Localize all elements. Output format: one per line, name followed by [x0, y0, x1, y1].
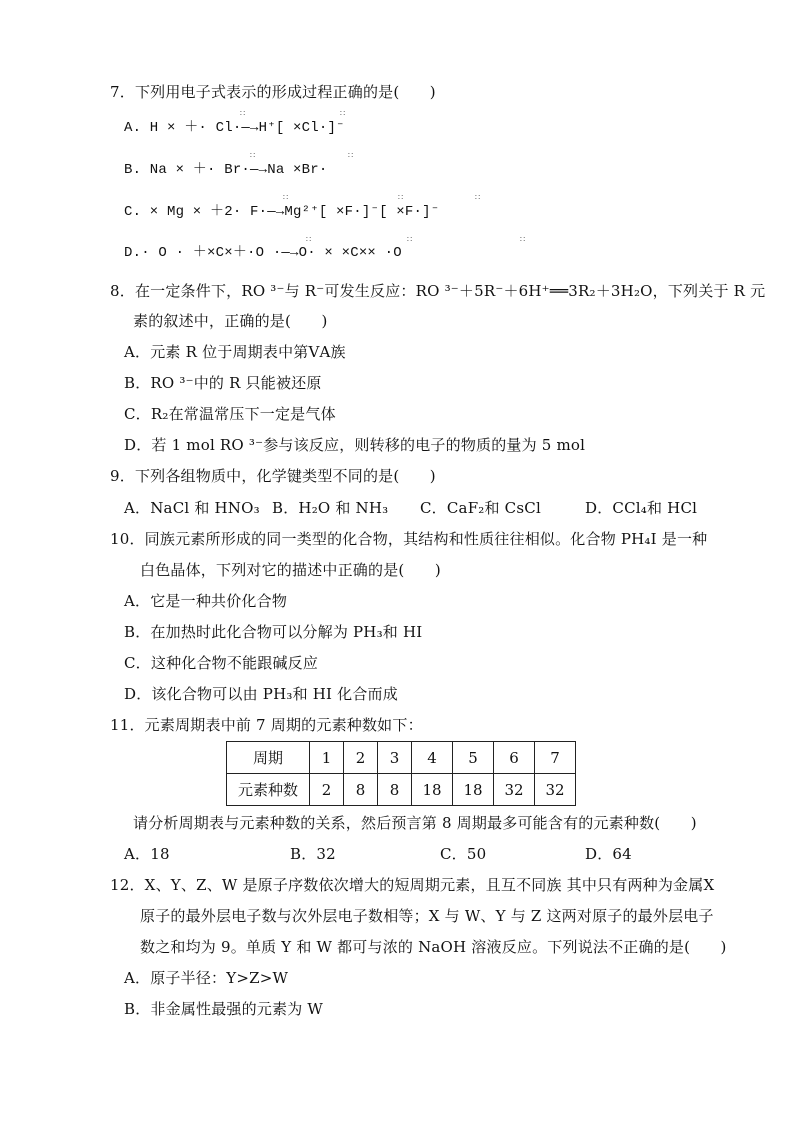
- q12-option-a: A．原子半径：Y>Z>W: [124, 969, 289, 987]
- table-header-cell: 元素种数: [227, 774, 310, 806]
- q8-option-b: B．RO ³⁻中的 R 只能被还原: [124, 374, 322, 392]
- electron-dots-icon: ∷: [475, 193, 480, 202]
- electron-dots-icon: ∷: [348, 151, 353, 160]
- q8-option-a: A．元素 R 位于周期表中第ⅤA族: [124, 343, 346, 361]
- q8-stem-line1: 8．在一定条件下，RO ³⁻与 R⁻可发生反应：RO ³⁻＋5R⁻＋6H⁺══3R₂＋3H₂O，下列关于 R 元: [110, 282, 766, 300]
- table-cell: 18: [412, 774, 453, 806]
- table-cell: 8: [344, 774, 378, 806]
- q9-option-d: D．CCl₄和 HCl: [585, 499, 698, 517]
- q11-option-d: D．64: [585, 845, 632, 863]
- q9-option-a: A．NaCl 和 HNO₃: [124, 499, 260, 517]
- q10-option-c: C．这种化合物不能跟碱反应: [124, 654, 319, 672]
- q12-option-b: B．非金属性最强的元素为 W: [124, 1000, 324, 1018]
- q8-option-c: C．R₂在常温常压下一定是气体: [124, 405, 336, 423]
- q10-option-b: B．在加热时此化合物可以分解为 PH₃和 HI: [124, 623, 423, 641]
- table-cell: 1: [310, 742, 344, 774]
- table-cell: 5: [453, 742, 494, 774]
- table-cell: 32: [535, 774, 576, 806]
- table-header-cell: 周期: [227, 742, 310, 774]
- table-cell: 6: [494, 742, 535, 774]
- table-cell: 2: [310, 774, 344, 806]
- q7-option-a: A. H × ＋· Cl·—→H⁺[ ×Cl·]⁻: [124, 120, 345, 136]
- q11-option-b: B．32: [290, 845, 336, 863]
- table-cell: 7: [535, 742, 576, 774]
- electron-dots-icon: ∷: [520, 235, 525, 244]
- period-element-table: [226, 741, 576, 806]
- electron-dots-icon: ∷: [407, 235, 412, 244]
- q11-option-a: A．18: [124, 845, 170, 863]
- q9-option-c: C．CaF₂和 CsCl: [420, 499, 541, 517]
- table-cell: 32: [494, 774, 535, 806]
- table-cell: 4: [412, 742, 453, 774]
- q10-stem-line2: 白色晶体，下列对它的描述中正确的是( ): [140, 561, 441, 579]
- table-row: [227, 774, 576, 806]
- q8-stem-line2: 素的叙述中，正确的是( ): [133, 312, 328, 330]
- q12-stem-line1: 12．X、Y、Z、W 是原子序数依次增大的短周期元素，且互不同族 其中只有两种为金属X: [110, 876, 715, 894]
- q11-option-c: C．50: [440, 845, 487, 863]
- electron-dots-icon: ∷: [340, 109, 345, 118]
- q12-stem-line2: 原子的最外层电子数与次外层电子数相等；X 与 W、Y 与 Z 这两对原子的最外层电子: [140, 907, 714, 925]
- q10-stem-line1: 10．同族元素所形成的同一类型的化合物，其结构和性质往往相似。化合物 PH₄I 是一种: [110, 530, 708, 548]
- electron-dots-icon: ∷: [240, 109, 245, 118]
- q7-option-c: C. × Mg × ＋2· F·—→Mg²⁺[ ×F·]⁻[ ×F·]⁻: [124, 204, 440, 220]
- q10-option-d: D．该化合物可以由 PH₃和 HI 化合而成: [124, 685, 398, 703]
- table-cell: 2: [344, 742, 378, 774]
- q7-stem: 7．下列用电子式表示的形成过程正确的是( ): [110, 83, 436, 101]
- q11-follow: 请分析周期表与元素种数的关系，然后预言第 8 周期最多可能含有的元素种数( ): [133, 814, 697, 832]
- q12-stem-line3: 数之和均为 9。单质 Y 和 W 都可与浓的 NaOH 溶液反应。下列说法不正确的是( ): [140, 938, 727, 956]
- electron-dots-icon: ∷: [306, 235, 311, 244]
- electron-dots-icon: ∷: [398, 193, 403, 202]
- q9-option-b: B．H₂O 和 NH₃: [272, 499, 389, 517]
- table-cell: 8: [378, 774, 412, 806]
- table-cell: 3: [378, 742, 412, 774]
- q10-option-a: A．它是一种共价化合物: [124, 592, 288, 610]
- table-row: [227, 742, 576, 774]
- q7-option-b: B. Na × ＋· Br·—→Na ×Br·: [124, 162, 328, 178]
- electron-dots-icon: ∷: [250, 151, 255, 160]
- q11-stem: 11．元素周期表中前 7 周期的元素种数如下：: [110, 716, 423, 734]
- table-cell: 18: [453, 774, 494, 806]
- q8-option-d: D．若 1 mol RO ³⁻参与该反应，则转移的电子的物质的量为 5 mol: [124, 436, 586, 454]
- q9-stem: 9．下列各组物质中，化学键类型不同的是( ): [110, 467, 436, 485]
- q7-option-d: D.· O · ＋×C×＋·O ·—→O· × ×C×× ·O: [124, 245, 402, 261]
- electron-dots-icon: ∷: [283, 193, 288, 202]
